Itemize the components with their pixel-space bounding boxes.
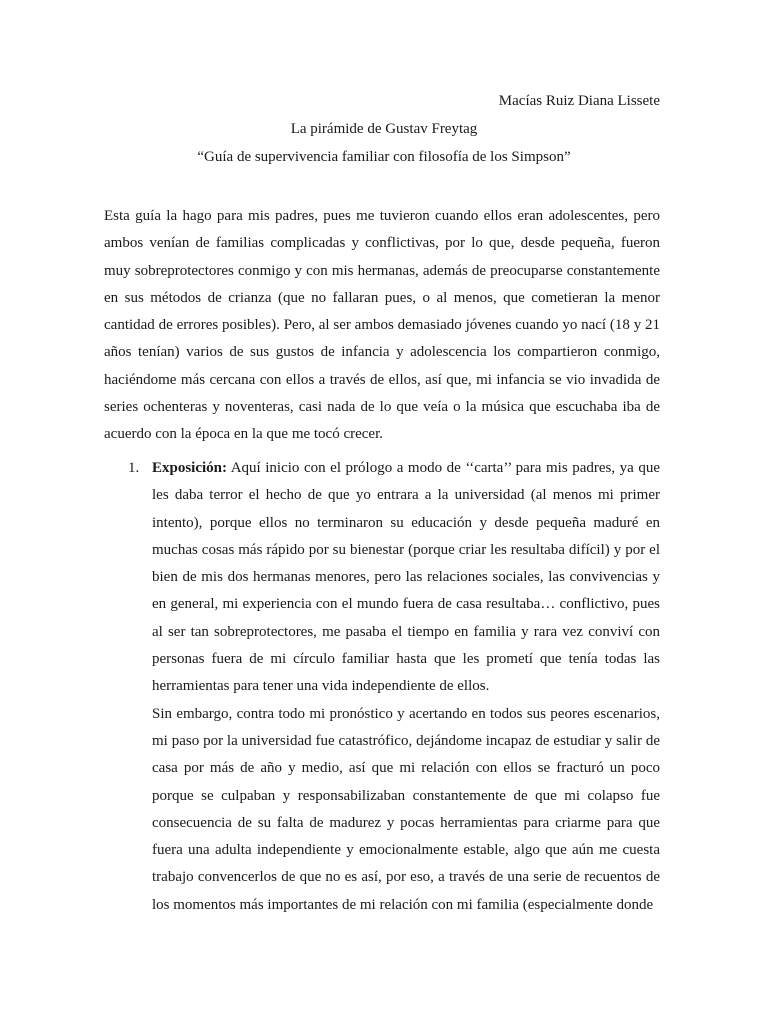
intro-section: [104, 203, 660, 449]
list-item-text: Aquí inicio con el prólogo a modo de ‘‘carta’’ para mis padres, ya que les daba terror el hecho de que yo entrara a la universidad (al menos mi primer intento), porque ellos no terminaron su educación y desde pequeña maduré en muchas cosas más rápido por su bienestar (porque criar les resultaba difícil) y por el bien de mis dos hermanas menores, pero las relaciones sociales, las convivencias y en general, mi experiencia con el mundo fuera de casa resultaba… conflictivo, pues al ser tan sobreprotectores, me pasaba el tiempo en familia y rara vez conviví con personas fuera de mi círculo familiar hasta que les prometí que tenía todas las herramientas para tener una vida independiente de ellos.: [152, 460, 660, 695]
list-item-number: 1.: [128, 460, 140, 476]
intro-paragraph: Esta guía la hago para mis padres, pues me tuvieron cuando ellos eran adolescentes, pero ambos venían de familias complicadas y conflictivas, por lo que, desde pequeña, fueron muy sobreprotectores conmigo y con mis hermanas, además de preocuparse constantemente en sus métodos de crianza (que no fallaran pues, o al menos, que cometieran la menor cantidad de errores posibles). Pero, al ser ambos demasiado jóvenes cuando yo nací (18 y 21 años tenían) varios de sus gustos de infancia y adolescencia los compartieron conmigo, haciéndome más cercana con ellos a través de ellos, así que, mi infancia se vio invadida de series ochenteras y noventeras, casi nada de lo que veía o la música que escuchaba iba de acuerdo con la época en la que me tocó crecer.: [104, 208, 660, 443]
list-item-term: Exposición:: [152, 460, 228, 476]
list-item: [104, 455, 660, 919]
numbered-list: [104, 455, 660, 919]
document-title: La pirámide de Gustav Freytag: [290, 121, 478, 137]
list-item-paragraph: [152, 455, 660, 701]
list-item-continuation: Sin embargo, contra todo mi pronóstico y acertando en todos sus peores escenarios, mi paso por la universidad fue catastrófico, dejándome incapaz de estudiar y salir de casa por más de año y medio, así que mi relación con ellos se fracturó un poco porque se culpaban y responsabilizaban constantemente de que mi colapso fue consecuencia de su falta de madurez y pocas herramientas para criarme para que fuera una adulta independiente y emocionalmente estable, algo que aún me cuesta trabajo convencerlos de que no es así, por eso, a través de una serie de recuentos de los momentos más importantes de mi relación con mi familia (especialmente donde: [152, 705, 660, 913]
author-name: Macías Ruiz Diana Lissete: [498, 93, 660, 109]
document-subtitle: “Guía de supervivencia familiar con filosofía de los Simpson”: [197, 149, 571, 165]
